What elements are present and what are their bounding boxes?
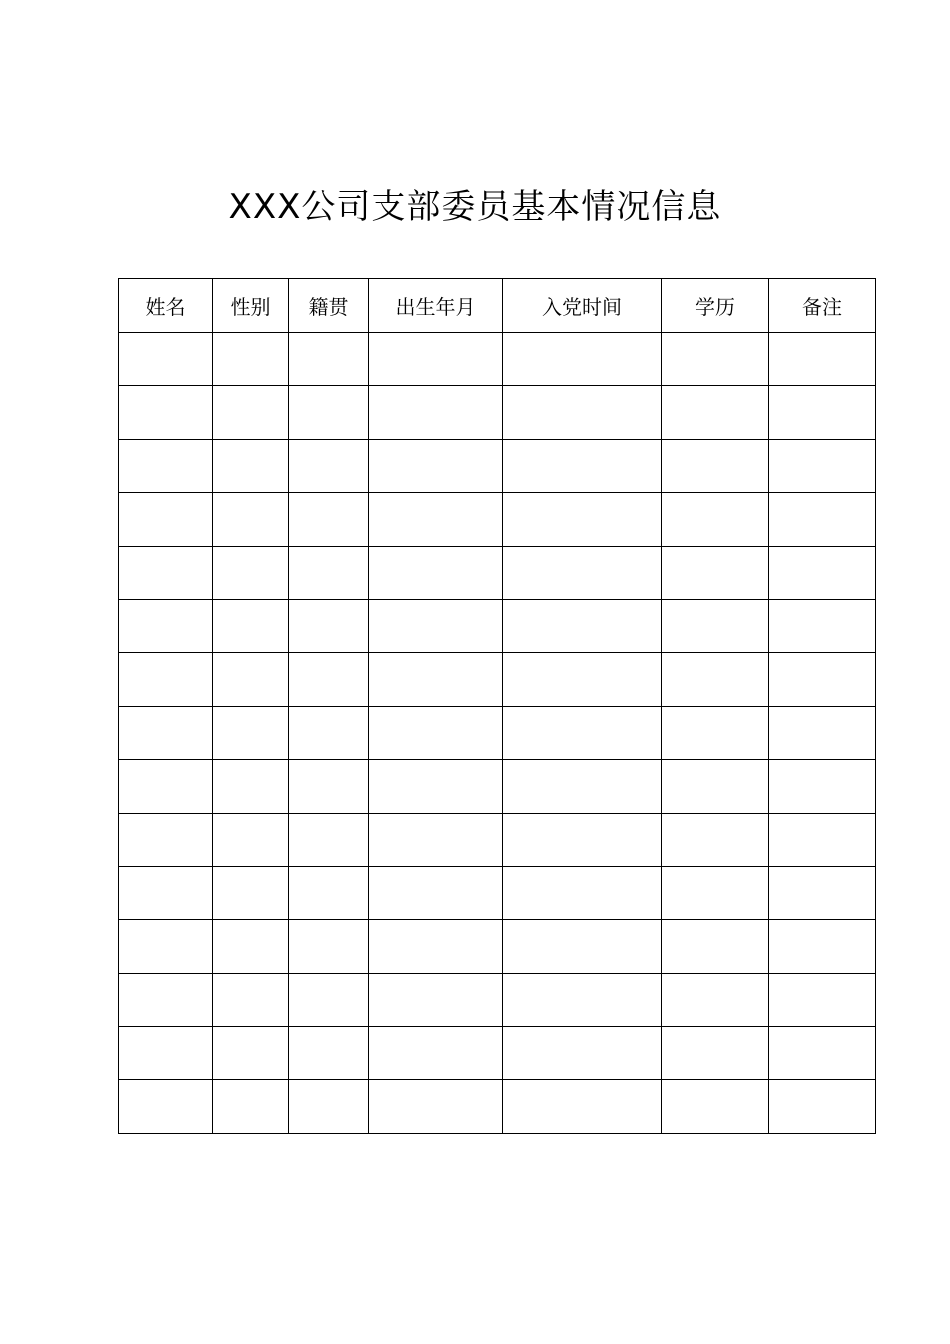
table-cell[interactable] (503, 760, 662, 813)
table-cell[interactable] (369, 493, 503, 546)
table-cell[interactable] (769, 333, 876, 386)
table-cell[interactable] (369, 920, 503, 973)
table-cell[interactable] (662, 813, 769, 866)
table-cell[interactable] (119, 333, 213, 386)
table-cell[interactable] (662, 866, 769, 919)
table-cell[interactable] (662, 546, 769, 599)
table-cell[interactable] (369, 760, 503, 813)
page-title: XXX公司支部委员基本情况信息 (228, 187, 722, 227)
table-cell[interactable] (662, 333, 769, 386)
table-cell[interactable] (119, 1027, 213, 1080)
table-cell[interactable] (369, 386, 503, 439)
table-cell[interactable] (213, 1027, 289, 1080)
table-cell[interactable] (119, 546, 213, 599)
table-cell[interactable] (662, 439, 769, 492)
table-row (119, 760, 876, 813)
table-cell[interactable] (369, 1027, 503, 1080)
table-cell[interactable] (213, 760, 289, 813)
table-cell[interactable] (503, 1027, 662, 1080)
table-cell[interactable] (769, 1027, 876, 1080)
table-cell[interactable] (662, 706, 769, 759)
table-row (119, 333, 876, 386)
table-cell[interactable] (503, 866, 662, 919)
table-cell[interactable] (503, 546, 662, 599)
table-cell[interactable] (119, 386, 213, 439)
table-cell[interactable] (289, 333, 369, 386)
member-info-table (118, 278, 876, 1134)
table-row (119, 599, 876, 652)
table-cell[interactable] (289, 493, 369, 546)
table-row (119, 653, 876, 706)
table-cell[interactable] (769, 386, 876, 439)
table-row (119, 493, 876, 546)
table-cell[interactable] (662, 920, 769, 973)
table-row (119, 973, 876, 1026)
table-cell[interactable] (369, 599, 503, 652)
table-cell[interactable] (769, 1080, 876, 1133)
table-cell[interactable] (503, 973, 662, 1026)
table-cell[interactable] (769, 920, 876, 973)
table-cell[interactable] (289, 599, 369, 652)
table-cell[interactable] (369, 439, 503, 492)
table-cell[interactable] (213, 706, 289, 759)
table-cell[interactable] (119, 599, 213, 652)
table-row (119, 1080, 876, 1133)
table-cell[interactable] (369, 1080, 503, 1133)
table-cell[interactable] (369, 546, 503, 599)
table-cell[interactable] (213, 920, 289, 973)
column-header-remarks: 备注 (769, 279, 876, 333)
table-cell[interactable] (503, 599, 662, 652)
table-header-row (119, 279, 876, 333)
table-cell[interactable] (503, 1080, 662, 1133)
table-cell[interactable] (213, 333, 289, 386)
table-cell[interactable] (503, 706, 662, 759)
table-cell[interactable] (119, 760, 213, 813)
table-cell[interactable] (119, 866, 213, 919)
table-cell[interactable] (213, 813, 289, 866)
table-cell[interactable] (662, 599, 769, 652)
table-cell[interactable] (119, 920, 213, 973)
table-cell[interactable] (289, 973, 369, 1026)
table-cell[interactable] (662, 653, 769, 706)
table-cell[interactable] (769, 439, 876, 492)
table-cell[interactable] (369, 866, 503, 919)
table-cell[interactable] (213, 653, 289, 706)
column-header-birth-date: 出生年月 (369, 279, 503, 333)
table-cell[interactable] (769, 866, 876, 919)
column-header-party-join-date: 入党时间 (503, 279, 662, 333)
table-cell[interactable] (662, 386, 769, 439)
table-cell[interactable] (213, 866, 289, 919)
table-cell[interactable] (503, 653, 662, 706)
table-cell[interactable] (289, 866, 369, 919)
table-cell[interactable] (119, 1080, 213, 1133)
table-row (119, 439, 876, 492)
table-cell[interactable] (119, 439, 213, 492)
table-cell[interactable] (503, 333, 662, 386)
table-cell[interactable] (769, 653, 876, 706)
table-row (119, 866, 876, 919)
table-cell[interactable] (119, 973, 213, 1026)
table-cell[interactable] (503, 813, 662, 866)
table-cell[interactable] (213, 599, 289, 652)
table-row (119, 706, 876, 759)
table-cell[interactable] (503, 493, 662, 546)
table-cell[interactable] (289, 653, 369, 706)
table-cell[interactable] (289, 546, 369, 599)
table-cell[interactable] (213, 386, 289, 439)
table-cell[interactable] (213, 973, 289, 1026)
column-header-name: 姓名 (119, 279, 213, 333)
table-cell[interactable] (769, 546, 876, 599)
table-row (119, 813, 876, 866)
table-cell[interactable] (213, 439, 289, 492)
table-cell[interactable] (213, 493, 289, 546)
table-cell[interactable] (369, 706, 503, 759)
table-cell[interactable] (769, 706, 876, 759)
table-cell[interactable] (662, 493, 769, 546)
table-cell[interactable] (289, 760, 369, 813)
table-cell[interactable] (289, 439, 369, 492)
table-cell[interactable] (503, 920, 662, 973)
table-cell[interactable] (213, 546, 289, 599)
table-cell[interactable] (369, 333, 503, 386)
table-row (119, 920, 876, 973)
table-row (119, 1027, 876, 1080)
table-cell[interactable] (213, 1080, 289, 1133)
table-cell[interactable] (289, 1080, 369, 1133)
table-cell[interactable] (662, 973, 769, 1026)
table-cell[interactable] (769, 493, 876, 546)
table-cell[interactable] (289, 386, 369, 439)
table-cell[interactable] (289, 706, 369, 759)
column-header-hometown: 籍贯 (289, 279, 369, 333)
table-body (119, 333, 876, 1134)
table-cell[interactable] (662, 1080, 769, 1133)
table-cell[interactable] (119, 813, 213, 866)
table-cell[interactable] (662, 760, 769, 813)
table-cell[interactable] (769, 760, 876, 813)
table-cell[interactable] (769, 813, 876, 866)
table-cell[interactable] (662, 1027, 769, 1080)
table-cell[interactable] (769, 973, 876, 1026)
table-cell[interactable] (369, 653, 503, 706)
table-cell[interactable] (289, 1027, 369, 1080)
column-header-gender: 性别 (213, 279, 289, 333)
table-cell[interactable] (289, 920, 369, 973)
table-cell[interactable] (503, 386, 662, 439)
table-cell[interactable] (769, 599, 876, 652)
table-cell[interactable] (369, 973, 503, 1026)
table-cell[interactable] (369, 813, 503, 866)
table-cell[interactable] (119, 653, 213, 706)
column-header-education: 学历 (662, 279, 769, 333)
table-row (119, 386, 876, 439)
table-cell[interactable] (119, 493, 213, 546)
table-cell[interactable] (119, 706, 213, 759)
table-row (119, 546, 876, 599)
table-cell[interactable] (503, 439, 662, 492)
table-cell[interactable] (289, 813, 369, 866)
